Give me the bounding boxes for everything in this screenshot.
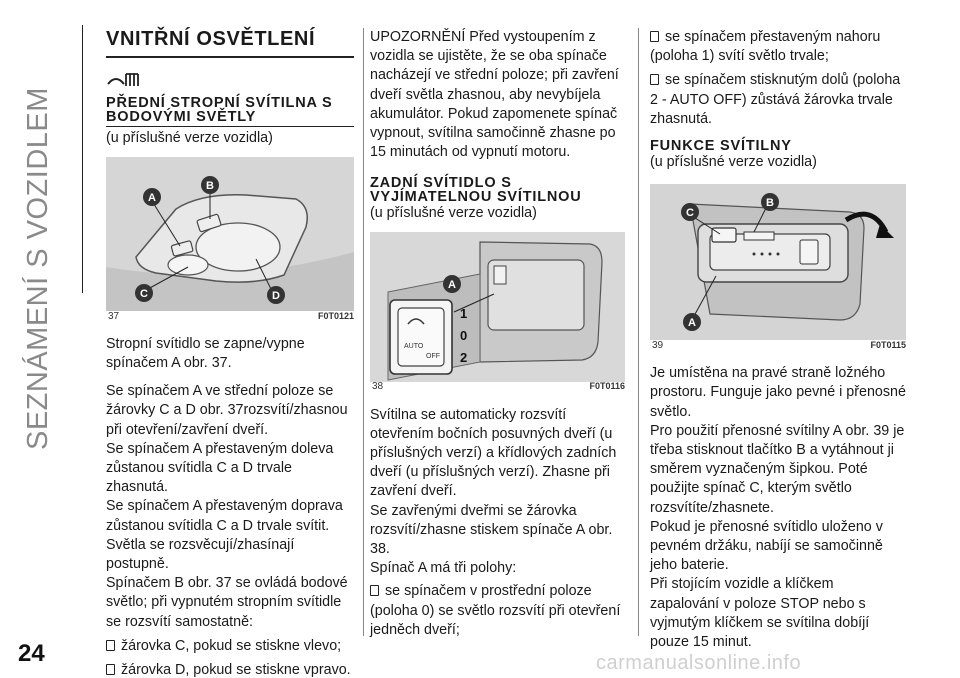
figure-label: C (686, 207, 694, 220)
figure-label: D (272, 289, 280, 302)
bullet-item: se spínačem v prostřední poloze (poloha 0) se světlo rozsvítí při otevření jedněch dveří; (370, 583, 621, 638)
figure-number: 39 (652, 340, 664, 352)
warning-paragraph: UPOZORNĚNÍ Před vystoupením z vozidla se ujistěte, že se oba spínače nacházejí ve střední poloze; při zavření dveří světla zhasnou, aby nevybíjela akumulátor. Pokud zapomenete spínač vypnout, svítilna samočinně zhasne po 15 minutách od vypnutí motoru. (370, 29, 619, 161)
figure-label: B (206, 179, 214, 192)
bullet-item: se spínačem přestaveným nahoru (poloha 1) svítí světlo trvale; (650, 29, 881, 65)
figure-label: 2 (460, 349, 468, 365)
bullet-box-icon (370, 585, 379, 596)
heading-rule (106, 56, 354, 58)
paragraph: Spínačem B obr. 37 se ovládá bodové světlo; při vypnutém stropním svítidle se rozsvítí samostatně: (106, 575, 348, 630)
side-rule (82, 25, 83, 293)
paragraph: Při stojícím vozidle a klíčkem zapalování v poloze STOP nebo s vyjmutým klíčkem se svítilna dobíjí pouze 15 minut. (650, 576, 870, 651)
subheading: PŘEDNÍ STROPNÍ SVÍTILNA S BODOVÝMI SVĚTLY (106, 94, 333, 125)
portable-torch-image (650, 184, 906, 340)
column-1 (106, 28, 354, 678)
column-divider (363, 28, 364, 636)
figure-39 (650, 184, 906, 352)
switch-label-off: OFF (426, 352, 440, 360)
bullet-box-icon (106, 664, 115, 675)
figure-number: 38 (372, 381, 384, 393)
figure-label: B (766, 197, 774, 210)
paragraph: Je umístěna na pravé straně ložného prostoru. Funguje jako pevné i přenosné světlo. (650, 365, 906, 420)
figure-38 (370, 232, 625, 393)
subheading: ZADNÍ SVÍTIDLO S VYJÍMATELNOU SVÍTILNOU (370, 175, 582, 206)
column-2 (370, 28, 625, 640)
interior-light-icon (106, 70, 146, 90)
ceiling-lamp-image (106, 157, 354, 311)
column-3 (650, 28, 906, 652)
paragraph: Svítilna se automaticky rozsvítí otevřením bočních posuvných dveří (u příslušných verzí) a křídlových zadních dveří (u příslušných verzí). Zhasne při zavření dveří. (370, 406, 617, 500)
switch-label-auto: AUTO (404, 342, 424, 350)
paragraph: Spínač A má tři polohy: (370, 560, 517, 577)
bullet-box-icon (650, 74, 659, 85)
paragraph: Pokud je přenosné svítidlo uloženo v pevném držáku, nabíjí se samočinně jeho baterie. (650, 518, 883, 574)
watermark: carmanualsonline.info (596, 652, 802, 674)
figure-label: 0 (460, 327, 468, 343)
subheading: FUNKCE SVÍTILNY (650, 138, 792, 155)
section-heading: VNITŘNÍ OSVĚTLENÍ (106, 28, 316, 50)
figure-number: 37 (108, 310, 120, 322)
version-note: (u příslušné verze vozidla) (650, 154, 817, 171)
figure-label: A (688, 317, 696, 330)
figure-code: F0T0115 (870, 340, 906, 351)
figure-label: C (140, 287, 148, 300)
bullet-box-icon (650, 31, 659, 42)
figure-label: A (448, 278, 456, 291)
figure-label: A (148, 191, 156, 204)
rear-lamp-image (370, 232, 625, 382)
bullet-item: žárovka C, pokud se stiskne vlevo; (106, 637, 354, 656)
bullet-item: se spínačem stisknutým dolů (poloha 2 - AUTO OFF) zůstává žárovka trvale zhasnutá. (650, 72, 901, 127)
column-divider (638, 28, 639, 636)
bullet-item: žárovka D, pokud se stiskne vpravo. (106, 661, 354, 678)
paragraph: Světla se rozsvěcují/zhasínají postupně. (106, 536, 295, 572)
figure-code: F0T0116 (589, 381, 625, 392)
paragraph: Pro použití přenosné svítilny A obr. 39 je třeba stisknout tlačítko B a vytáhnout ji směrem vyznačeným šipkou. Poté použijte spínač C, kterým světlo rozsvítíte/zhasnete. (650, 422, 905, 516)
paragraph: Se spínačem A ve střední poloze se žárovky C a D obr. 37rozsvítí/zhasnou při otevření/zavření dveří. (106, 383, 348, 438)
figure-37 (106, 157, 354, 322)
figure-code: F0T0121 (317, 310, 354, 321)
version-note: (u příslušné verze vozidla) (106, 129, 273, 146)
paragraph: Se spínačem A přestaveným doleva zůstanou svítidla C a D trvale zhasnutá. (106, 440, 334, 496)
paragraph: Stropní svítidlo se zapne/vypne spínačem A obr. 37. (106, 335, 305, 371)
subheading-rule (106, 126, 354, 127)
figure-label: 1 (460, 305, 468, 321)
page-number: 24 (18, 640, 45, 667)
version-note: (u příslušné verze vozidla) (370, 205, 537, 222)
paragraph: Se zavřenými dveřmi se žárovka rozsvítí/zhasne stiskem spínače A obr. 38. (370, 502, 613, 558)
paragraph: Se spínačem A přestaveným doprava zůstanou svítidla C a D trvale svítit. (106, 498, 343, 534)
bullet-box-icon (106, 640, 115, 651)
